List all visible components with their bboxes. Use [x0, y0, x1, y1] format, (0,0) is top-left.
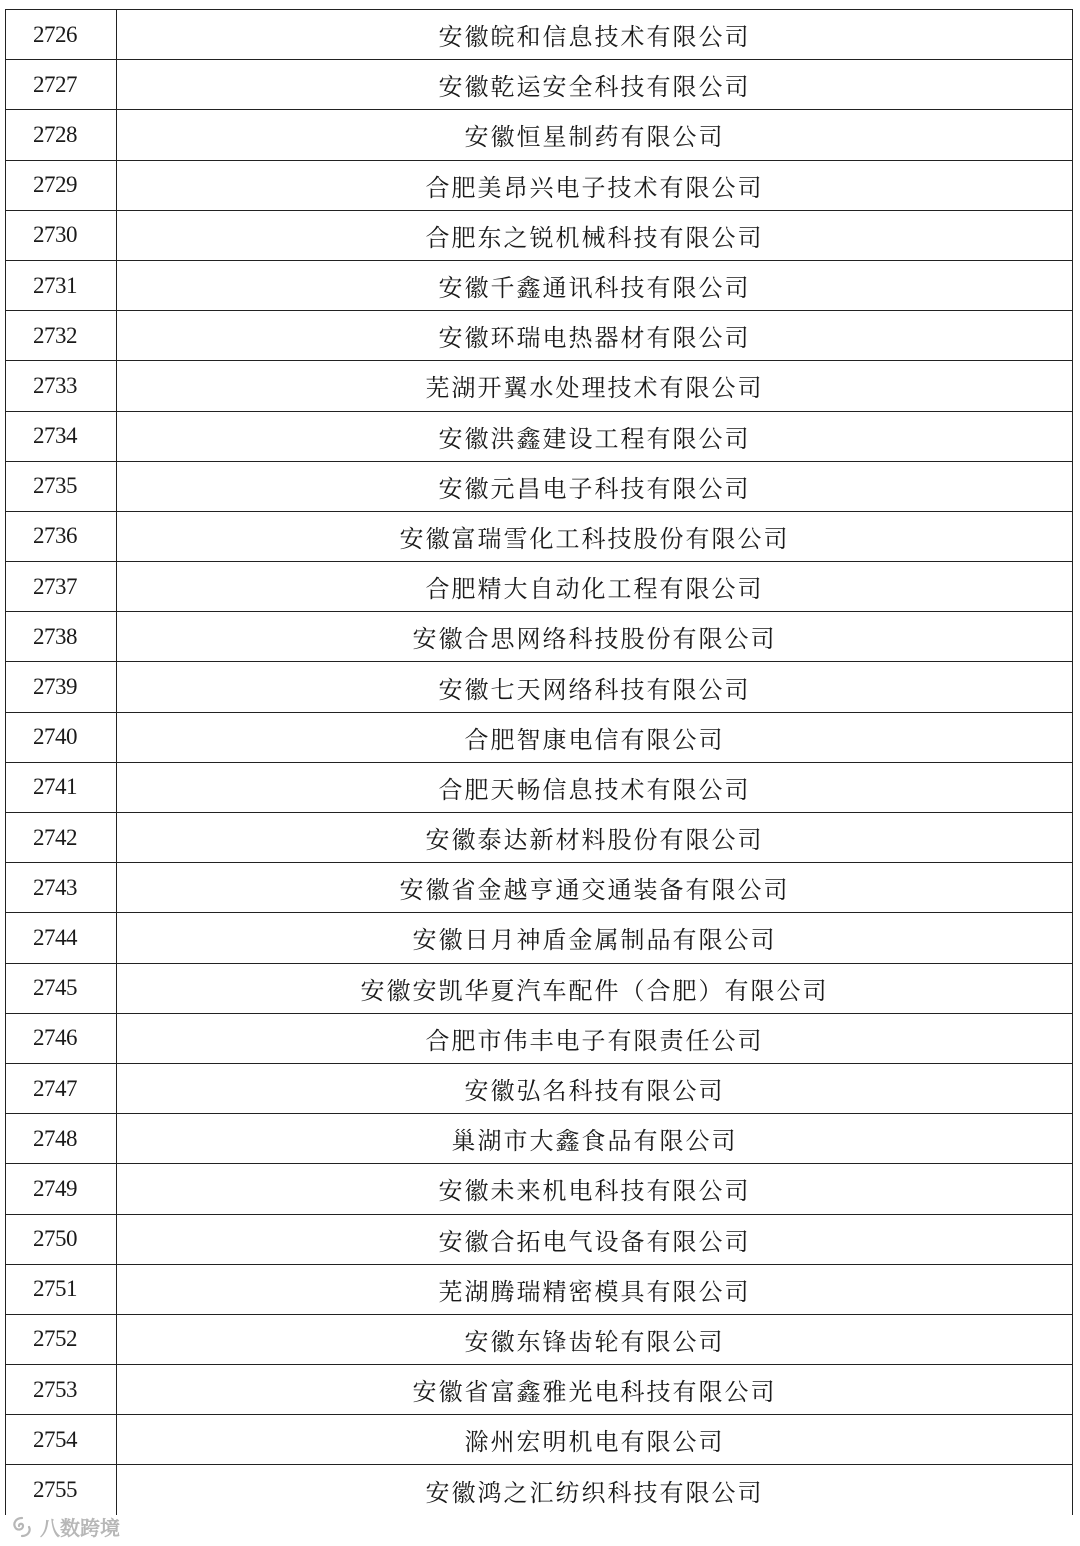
company-name: 合肥智康电信有限公司 [117, 712, 1073, 762]
company-name: 安徽省富鑫雅光电科技有限公司 [117, 1365, 1073, 1415]
table-row [6, 712, 1073, 762]
table-row [6, 1063, 1073, 1113]
row-number: 2745 [6, 963, 117, 1013]
company-name: 安徽洪鑫建设工程有限公司 [117, 411, 1073, 461]
company-name: 安徽恒星制药有限公司 [117, 110, 1073, 160]
company-name: 安徽弘名科技有限公司 [117, 1063, 1073, 1113]
company-name: 合肥美昂兴电子技术有限公司 [117, 160, 1073, 210]
row-number: 2743 [6, 863, 117, 913]
table-row [6, 1214, 1073, 1264]
table-row [6, 612, 1073, 662]
company-name: 芜湖开翼水处理技术有限公司 [117, 361, 1073, 411]
row-number: 2731 [6, 260, 117, 310]
row-number: 2748 [6, 1114, 117, 1164]
company-name: 合肥天畅信息技术有限公司 [117, 762, 1073, 812]
company-name: 安徽元昌电子科技有限公司 [117, 461, 1073, 511]
table-row [6, 260, 1073, 310]
row-number: 2751 [6, 1264, 117, 1314]
row-number: 2734 [6, 411, 117, 461]
table-row [6, 10, 1073, 60]
table-row [6, 1264, 1073, 1314]
company-name: 滁州宏明机电有限公司 [117, 1415, 1073, 1465]
row-number: 2739 [6, 662, 117, 712]
table-row [6, 1314, 1073, 1364]
company-name: 安徽未来机电科技有限公司 [117, 1164, 1073, 1214]
company-name: 安徽乾运安全科技有限公司 [117, 60, 1073, 110]
company-name: 安徽泰达新材料股份有限公司 [117, 813, 1073, 863]
table-row [6, 813, 1073, 863]
company-name: 芜湖腾瑞精密模具有限公司 [117, 1264, 1073, 1314]
row-number: 2754 [6, 1415, 117, 1465]
row-number: 2749 [6, 1164, 117, 1214]
table-row [6, 361, 1073, 411]
company-name: 安徽千鑫通讯科技有限公司 [117, 260, 1073, 310]
table-row [6, 210, 1073, 260]
table-row [6, 963, 1073, 1013]
company-name: 安徽合拓电气设备有限公司 [117, 1214, 1073, 1264]
row-number: 2753 [6, 1365, 117, 1415]
row-number: 2742 [6, 813, 117, 863]
row-number: 2726 [6, 10, 117, 60]
row-number: 2730 [6, 210, 117, 260]
table-row [6, 1465, 1073, 1515]
row-number: 2727 [6, 60, 117, 110]
row-number: 2740 [6, 712, 117, 762]
table-row [6, 511, 1073, 561]
table-row [6, 411, 1073, 461]
row-number: 2735 [6, 461, 117, 511]
table-row [6, 1164, 1073, 1214]
company-name: 安徽皖和信息技术有限公司 [117, 10, 1073, 60]
table-row [6, 863, 1073, 913]
table-row [6, 662, 1073, 712]
swirl-logo-icon [10, 1515, 34, 1539]
row-number: 2750 [6, 1214, 117, 1264]
table-row [6, 1415, 1073, 1465]
table-row [6, 562, 1073, 612]
company-name: 安徽合思网络科技股份有限公司 [117, 612, 1073, 662]
company-name: 安徽环瑞电热器材有限公司 [117, 311, 1073, 361]
table-row [6, 110, 1073, 160]
row-number: 2741 [6, 762, 117, 812]
row-number: 2732 [6, 311, 117, 361]
watermark-text: 八数跨境 [40, 1516, 120, 1540]
company-name: 合肥东之锐机械科技有限公司 [117, 210, 1073, 260]
table-row [6, 160, 1073, 210]
row-number: 2744 [6, 913, 117, 963]
table-row [6, 1013, 1073, 1063]
row-number: 2733 [6, 361, 117, 411]
company-name: 安徽七天网络科技有限公司 [117, 662, 1073, 712]
company-name: 巢湖市大鑫食品有限公司 [117, 1114, 1073, 1164]
company-name: 合肥精大自动化工程有限公司 [117, 562, 1073, 612]
row-number: 2752 [6, 1314, 117, 1364]
table-row [6, 1114, 1073, 1164]
company-name: 安徽富瑞雪化工科技股份有限公司 [117, 511, 1073, 561]
row-number: 2728 [6, 110, 117, 160]
table-row [6, 60, 1073, 110]
row-number: 2737 [6, 562, 117, 612]
watermark [10, 1512, 120, 1541]
row-number: 2736 [6, 511, 117, 561]
table-row [6, 461, 1073, 511]
table-row [6, 1365, 1073, 1415]
company-list-body [6, 10, 1073, 1515]
company-name: 安徽安凯华夏汽车配件（合肥）有限公司 [117, 963, 1073, 1013]
company-name: 安徽东锋齿轮有限公司 [117, 1314, 1073, 1364]
row-number: 2755 [6, 1465, 117, 1515]
company-name: 安徽日月神盾金属制品有限公司 [117, 913, 1073, 963]
table-row [6, 762, 1073, 812]
company-list-table [5, 9, 1073, 1515]
row-number: 2738 [6, 612, 117, 662]
table-row [6, 311, 1073, 361]
row-number: 2747 [6, 1063, 117, 1113]
company-name: 安徽省金越亨通交通装备有限公司 [117, 863, 1073, 913]
table-row [6, 913, 1073, 963]
row-number: 2746 [6, 1013, 117, 1063]
company-name: 合肥市伟丰电子有限责任公司 [117, 1013, 1073, 1063]
company-name: 安徽鸿之汇纺织科技有限公司 [117, 1465, 1073, 1515]
row-number: 2729 [6, 160, 117, 210]
